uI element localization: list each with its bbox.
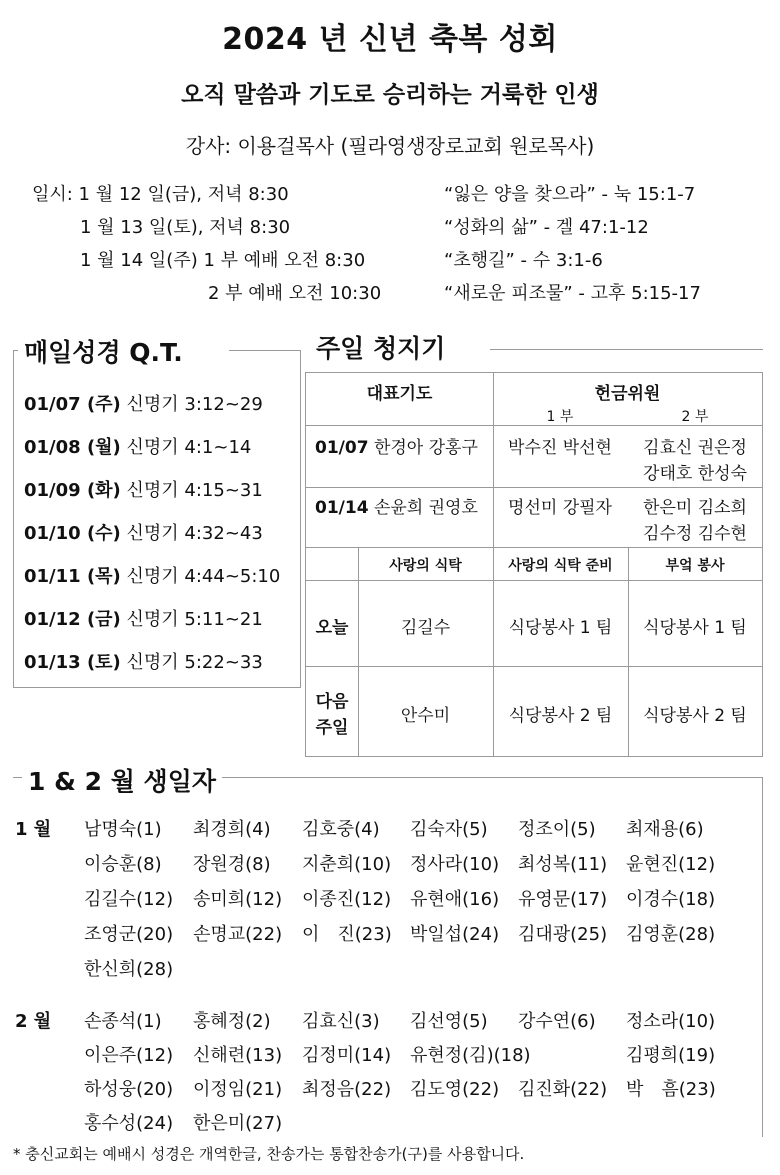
birthday-entry: 유현정(김)(18) xyxy=(410,1045,531,1066)
birthday-entry: 장원경(8) xyxy=(193,854,271,875)
birthday-entry: 한은미(27) xyxy=(193,1113,283,1134)
schedule-date: 2 부 예배 오전 10:30 xyxy=(208,283,382,304)
next-prep: 식당봉사 2 팀 xyxy=(508,706,613,726)
qt-date: 01/08 (월) xyxy=(24,437,121,458)
today-kitchen: 식당봉사 1 팀 xyxy=(643,618,747,638)
service-header: 사랑의 식탁 xyxy=(389,558,462,574)
col-subheader-2: 2 부 xyxy=(681,409,709,425)
schedule-verse: “새로운 피조물” - 고후 5:15-17 xyxy=(444,283,701,304)
qt-passage: 신명기 5:22~33 xyxy=(126,652,263,673)
birthday-entry: 김호중(4) xyxy=(302,819,380,840)
service-header: 부엌 봉사 xyxy=(665,558,725,574)
qt-row xyxy=(24,433,251,459)
row-first: 박수진 박선현 xyxy=(508,438,612,458)
page-subtitle: 오직 말씀과 기도로 승리하는 거룩한 인생 xyxy=(181,82,599,108)
qt-passage: 신명기 4:44~5:10 xyxy=(126,566,281,587)
birthday-entry: 최재용(6) xyxy=(626,819,704,840)
schedule-verse: “초행길” - 수 3:1-6 xyxy=(444,250,603,271)
qt-passage: 신명기 3:12~29 xyxy=(126,394,263,415)
row-date: 01/14 xyxy=(315,498,369,518)
birthday-entry: 김진화(22) xyxy=(518,1079,608,1100)
birthday-entry: 김정미(14) xyxy=(302,1045,392,1066)
next-kitchen: 식당봉사 2 팀 xyxy=(643,706,747,726)
birthday-entry: 최정음(22) xyxy=(302,1079,392,1100)
birthday-entry: 김대광(25) xyxy=(518,924,608,945)
row-second: 한은미 김소희 xyxy=(643,498,747,518)
birthday-entry: 손종석(1) xyxy=(84,1011,162,1032)
birthday-entry: 이승훈(8) xyxy=(84,854,162,875)
row-second: 김수정 김수현 xyxy=(643,524,747,544)
qt-box xyxy=(13,350,301,688)
today-prep: 식당봉사 1 팀 xyxy=(508,618,613,638)
birthday-entry: 김영훈(28) xyxy=(626,924,716,945)
qt-row xyxy=(24,390,263,416)
birthday-entry: 조영군(20) xyxy=(84,924,174,945)
col-header-prayer: 대표기도 xyxy=(366,384,433,404)
qt-date: 01/13 (토) xyxy=(24,652,121,673)
sunday-table xyxy=(305,372,763,757)
birthday-entry: 김숙자(5) xyxy=(410,819,488,840)
schedule-verse: “성화의 삶” - 겔 47:1-12 xyxy=(444,217,649,238)
birthday-entry: 홍수성(24) xyxy=(84,1113,174,1134)
sunday-title: 주일 청지기 xyxy=(310,329,451,365)
row-date: 01/07 xyxy=(315,438,369,458)
birthday-entry: 유영문(17) xyxy=(518,889,608,910)
qt-row xyxy=(24,476,263,502)
service-header: 사랑의 식탁 준비 xyxy=(508,558,613,574)
table-row xyxy=(315,493,478,518)
qt-passage: 신명기 4:1~14 xyxy=(126,437,252,458)
birthday-entry: 정사라(10) xyxy=(410,854,500,875)
birthday-entry: 이 진(23) xyxy=(302,924,392,945)
qt-row xyxy=(24,648,263,674)
col-header-offering: 헌금위원 xyxy=(594,384,661,404)
next-love-table: 안수미 xyxy=(400,706,451,726)
birthday-entry: 이은주(12) xyxy=(84,1045,174,1066)
birthday-title: 1 & 2 월 생일자 xyxy=(22,762,222,798)
page-title: 2024 년 신년 축복 성회 xyxy=(222,22,558,57)
birthday-entry: 지춘희(10) xyxy=(302,854,392,875)
qt-row xyxy=(24,562,280,588)
qt-passage: 신명기 4:15~31 xyxy=(126,480,263,501)
birthday-entry: 이종진(12) xyxy=(302,889,392,910)
row-second: 김효신 권은정 xyxy=(643,438,747,458)
birthday-entry: 최성복(11) xyxy=(518,854,608,875)
birthday-entry: 이경수(18) xyxy=(626,889,716,910)
birthday-entry: 윤현진(12) xyxy=(626,854,716,875)
next-label: 주일 xyxy=(315,718,349,738)
today-love-table: 김길수 xyxy=(400,618,451,638)
speaker-info: 강사: 이용걸목사 (필라영생장로교회 원로목사) xyxy=(185,134,595,158)
birthday-entry: 남명숙(1) xyxy=(84,819,162,840)
birthday-entry: 이정임(21) xyxy=(193,1079,283,1100)
schedule-date: 일시: 1 월 12 일(금), 저녁 8:30 xyxy=(32,184,289,205)
row-first: 명선미 강필자 xyxy=(508,498,612,518)
qt-date: 01/11 (목) xyxy=(24,566,121,587)
birthday-entry: 강수연(6) xyxy=(518,1011,596,1032)
birthday-entry: 한신희(28) xyxy=(84,959,174,980)
qt-date: 01/10 (수) xyxy=(24,523,121,544)
footnote: * 충신교회는 예배시 성경은 개역한글, 찬송가는 통합찬송가(구)를 사용합니다. xyxy=(13,1145,525,1163)
qt-date: 01/12 (금) xyxy=(24,609,121,630)
birthday-entry: 정소라(10) xyxy=(626,1011,716,1032)
table-row xyxy=(315,433,478,458)
birthday-entry: 신해련(13) xyxy=(193,1045,283,1066)
birthday-entry: 최경희(4) xyxy=(193,819,271,840)
today-label: 오늘 xyxy=(315,618,349,638)
birthday-entry: 김도영(22) xyxy=(410,1079,500,1100)
qt-date: 01/07 (주) xyxy=(24,394,121,415)
schedule-verse: “잃은 양을 찾으라” - 눅 15:1-7 xyxy=(444,184,696,205)
birthday-entry: 송미희(12) xyxy=(193,889,283,910)
birthday-entry: 유현애(16) xyxy=(410,889,500,910)
qt-title: 매일성경 Q.T. xyxy=(18,333,189,369)
birthday-entry: 김길수(12) xyxy=(84,889,174,910)
row-prayer: 한경아 강홍구 xyxy=(373,438,478,458)
schedule-date: 1 월 14 일(주) 1 부 예배 오전 8:30 xyxy=(80,250,366,271)
next-label: 다음 xyxy=(315,692,349,712)
qt-date: 01/09 (화) xyxy=(24,480,121,501)
birthday-entry: 박 흠(23) xyxy=(626,1079,716,1100)
col-subheader-1: 1 부 xyxy=(546,409,574,425)
birthday-entry: 손명교(22) xyxy=(193,924,283,945)
qt-passage: 신명기 4:32~43 xyxy=(126,523,263,544)
qt-passage: 신명기 5:11~21 xyxy=(126,609,263,630)
birthday-entry: 홍혜정(2) xyxy=(193,1011,271,1032)
row-prayer: 손윤희 권영호 xyxy=(373,498,478,518)
row-second: 강태호 한성숙 xyxy=(643,464,747,484)
birthday-entry: 박일섭(24) xyxy=(410,924,500,945)
birthday-entry: 김평희(19) xyxy=(626,1045,716,1066)
birthday-entry: 하성웅(20) xyxy=(84,1079,174,1100)
qt-row xyxy=(24,605,263,631)
qt-row xyxy=(24,519,263,545)
birthday-entry: 김선영(5) xyxy=(410,1011,488,1032)
month-label-jan: 1 월 xyxy=(15,819,52,840)
birthday-entry: 김효신(3) xyxy=(302,1011,380,1032)
schedule-date: 1 월 13 일(토), 저녁 8:30 xyxy=(80,217,291,238)
month-label-feb: 2 월 xyxy=(15,1011,52,1032)
birthday-entry: 정조이(5) xyxy=(518,819,596,840)
